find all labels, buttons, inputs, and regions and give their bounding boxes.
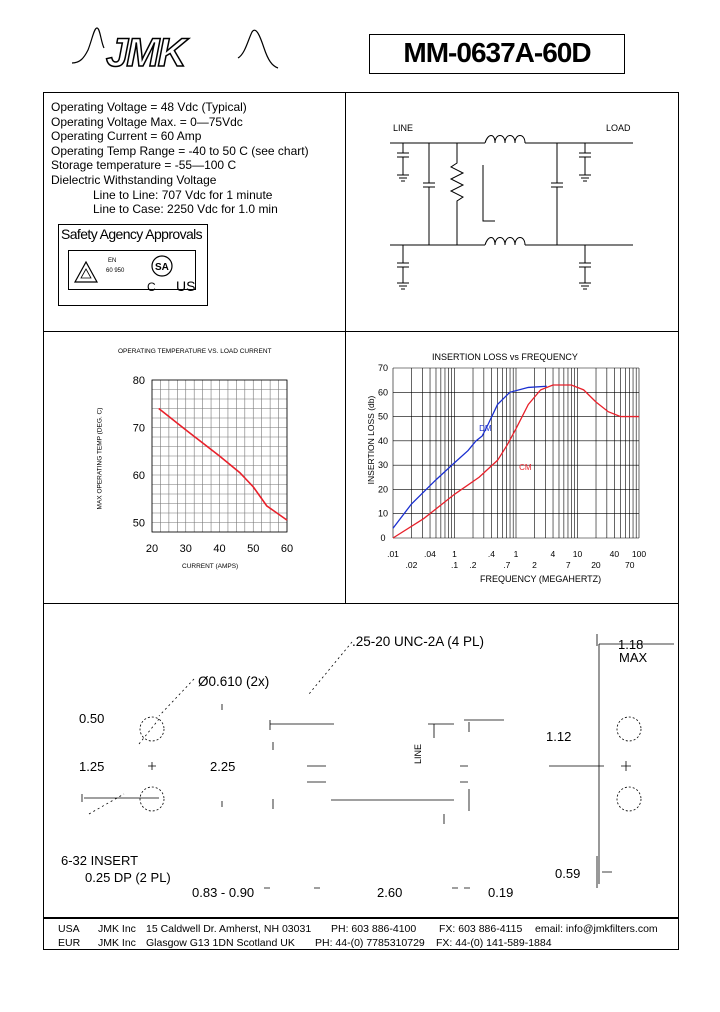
x-tick-label: 50 xyxy=(247,543,260,555)
part-number: MM-0637A-60D xyxy=(403,37,591,68)
x-tick-label-lower: 7 xyxy=(565,560,571,570)
x-tick-label-lower: .7 xyxy=(503,560,511,570)
x-tick-label-lower: 20 xyxy=(591,560,601,570)
x-tick-label-lower: .02 xyxy=(405,560,418,570)
dim-225: 2.25 xyxy=(210,759,236,774)
schematic-load-label: LOAD xyxy=(606,123,631,133)
en-mark-group xyxy=(72,258,132,286)
x-tick-label: 30 xyxy=(179,543,192,555)
x-tick-label-upper: 40 xyxy=(609,549,620,559)
x-tick-label-lower: 70 xyxy=(625,560,635,570)
logo-text: JMK xyxy=(106,31,185,75)
svg-text:SA: SA xyxy=(155,262,169,273)
safety-title: Safety Agency Approvals xyxy=(61,226,203,242)
eur-company: JMK Inc xyxy=(98,937,136,949)
dim-260: 2.60 xyxy=(377,885,403,900)
y-tick-label: 20 xyxy=(377,484,389,495)
usa-fax: FX: 603 886-4115 xyxy=(439,923,523,935)
dm-label: DM xyxy=(479,424,492,434)
dim-083-090: 0.83 - 0.90 xyxy=(192,885,255,900)
dim-059: 0.59 xyxy=(555,866,581,881)
diameter-callout: Ø0.610 (2x) xyxy=(198,674,270,689)
y-tick-label: 70 xyxy=(377,363,389,373)
eur-fax: FX: 44-(0) 141-589-1884 xyxy=(436,937,552,949)
y-tick-label: 60 xyxy=(377,387,389,398)
il-chart-title: INSERTION LOSS vs FREQUENCY xyxy=(432,352,578,362)
spec-temp-range: Operating Temp Range = -40 to 50 C (see chart) xyxy=(51,143,309,158)
usa-phone: PH: 603 886-4100 xyxy=(331,923,417,935)
spec-current: Operating Current = 60 Amp xyxy=(51,129,202,144)
spec-storage: Storage temperature = -55—100 C xyxy=(51,158,237,173)
temp-chart-ylabel: MAX OPERATING TEMP (DEG. C) xyxy=(96,407,104,510)
y-tick-label: 30 xyxy=(377,460,389,471)
eur-country: EUR xyxy=(58,937,81,949)
eur-address: Glasgow G13 1DN Scotland UK xyxy=(146,937,295,949)
temp-chart xyxy=(100,370,300,560)
drawing-line-label: LINE xyxy=(413,743,423,764)
spec-line-line: Line to Line: 707 Vdc for 1 minute xyxy=(93,187,273,202)
spec-voltage-max: Operating Voltage Max. = 0—75Vdc xyxy=(51,114,243,129)
il-chart-xlabel: FREQUENCY (MEGAHERTZ) xyxy=(480,574,602,584)
csa-mark xyxy=(147,254,196,294)
insert-callout-2: 0.25 DP (2 PL) xyxy=(85,870,171,885)
spec-line-case: Line to Case: 2250 Vdc for 1.0 min xyxy=(93,202,278,217)
usa-address: 15 Caldwell Dr. Amherst, NH 03031 xyxy=(146,923,312,935)
x-tick-label-upper: 1 xyxy=(452,549,457,559)
usa-company: JMK Inc xyxy=(98,923,136,935)
spec-dielectric: Dielectric Withstanding Voltage xyxy=(51,172,217,187)
insert-callout-1: 6-32 INSERT xyxy=(61,853,139,868)
x-tick-label-upper: 10 xyxy=(572,549,583,559)
eur-phone: PH: 44-(0) 7785310729 xyxy=(315,937,425,949)
y-tick-label: 60 xyxy=(132,470,145,482)
x-tick-label-upper: 100 xyxy=(631,549,647,559)
csa-icon xyxy=(150,254,180,278)
x-tick-label-lower: 2 xyxy=(532,560,537,570)
series-line-dm xyxy=(393,386,547,528)
usa-email[interactable]: email: info@jmkfilters.com xyxy=(535,923,658,935)
y-tick-label: 80 xyxy=(132,375,145,387)
logo-mark xyxy=(70,18,280,80)
y-tick-label: 40 xyxy=(377,435,389,446)
x-tick-label: 20 xyxy=(145,543,159,555)
c-mark: C xyxy=(147,280,156,294)
en-number: 60 950 xyxy=(106,268,125,274)
cm-label: CM xyxy=(519,463,532,472)
spec-list xyxy=(51,100,309,217)
x-tick-label-lower: .1 xyxy=(450,560,459,570)
x-tick-label-upper: .01 xyxy=(387,549,399,559)
x-tick-label-upper: 1 xyxy=(513,549,519,559)
y-tick-label: 0 xyxy=(380,533,386,543)
il-chart-ylabel: INSERTION LOSS (db) xyxy=(366,395,376,485)
temp-chart-xlabel: CURRENT (AMPS) xyxy=(182,563,239,570)
schematic-line-label: LINE xyxy=(393,123,414,133)
dim-118: 1.18 xyxy=(618,637,644,652)
insertion-loss-chart xyxy=(365,360,665,575)
divider-col xyxy=(345,92,346,603)
usa-country: USA xyxy=(58,923,80,935)
y-tick-label: 70 xyxy=(132,422,145,435)
dim-max: MAX xyxy=(619,650,648,665)
temp-chart-title: OPERATING TEMPERATURE VS. LOAD CURRENT xyxy=(118,348,272,355)
divider-row1 xyxy=(43,331,679,332)
y-tick-label: 10 xyxy=(377,508,389,519)
x-tick-label-upper: .04 xyxy=(423,549,436,559)
en-label: EN xyxy=(108,258,117,264)
dim-125: 1.25 xyxy=(79,759,105,774)
x-tick-label: 60 xyxy=(280,543,294,555)
filter-schematic xyxy=(385,125,640,300)
us-mark: US xyxy=(176,278,196,294)
dim-050: 0.50 xyxy=(79,711,105,726)
y-tick-label: 50 xyxy=(377,411,389,422)
x-tick-label: 40 xyxy=(213,543,226,555)
x-tick-label-upper: 4 xyxy=(550,549,556,559)
x-tick-label-lower: .2 xyxy=(469,560,477,570)
dim-019: 0.19 xyxy=(488,885,514,900)
y-tick-label: 50 xyxy=(132,517,145,530)
dim-112: 1.12 xyxy=(546,729,572,744)
spec-voltage: Operating Voltage = 48 Vdc (Typical) xyxy=(51,100,247,114)
thread-callout: .25-20 UNC-2A (4 PL) xyxy=(352,634,485,649)
logo xyxy=(70,18,280,80)
x-tick-label-upper: .4 xyxy=(487,549,495,559)
